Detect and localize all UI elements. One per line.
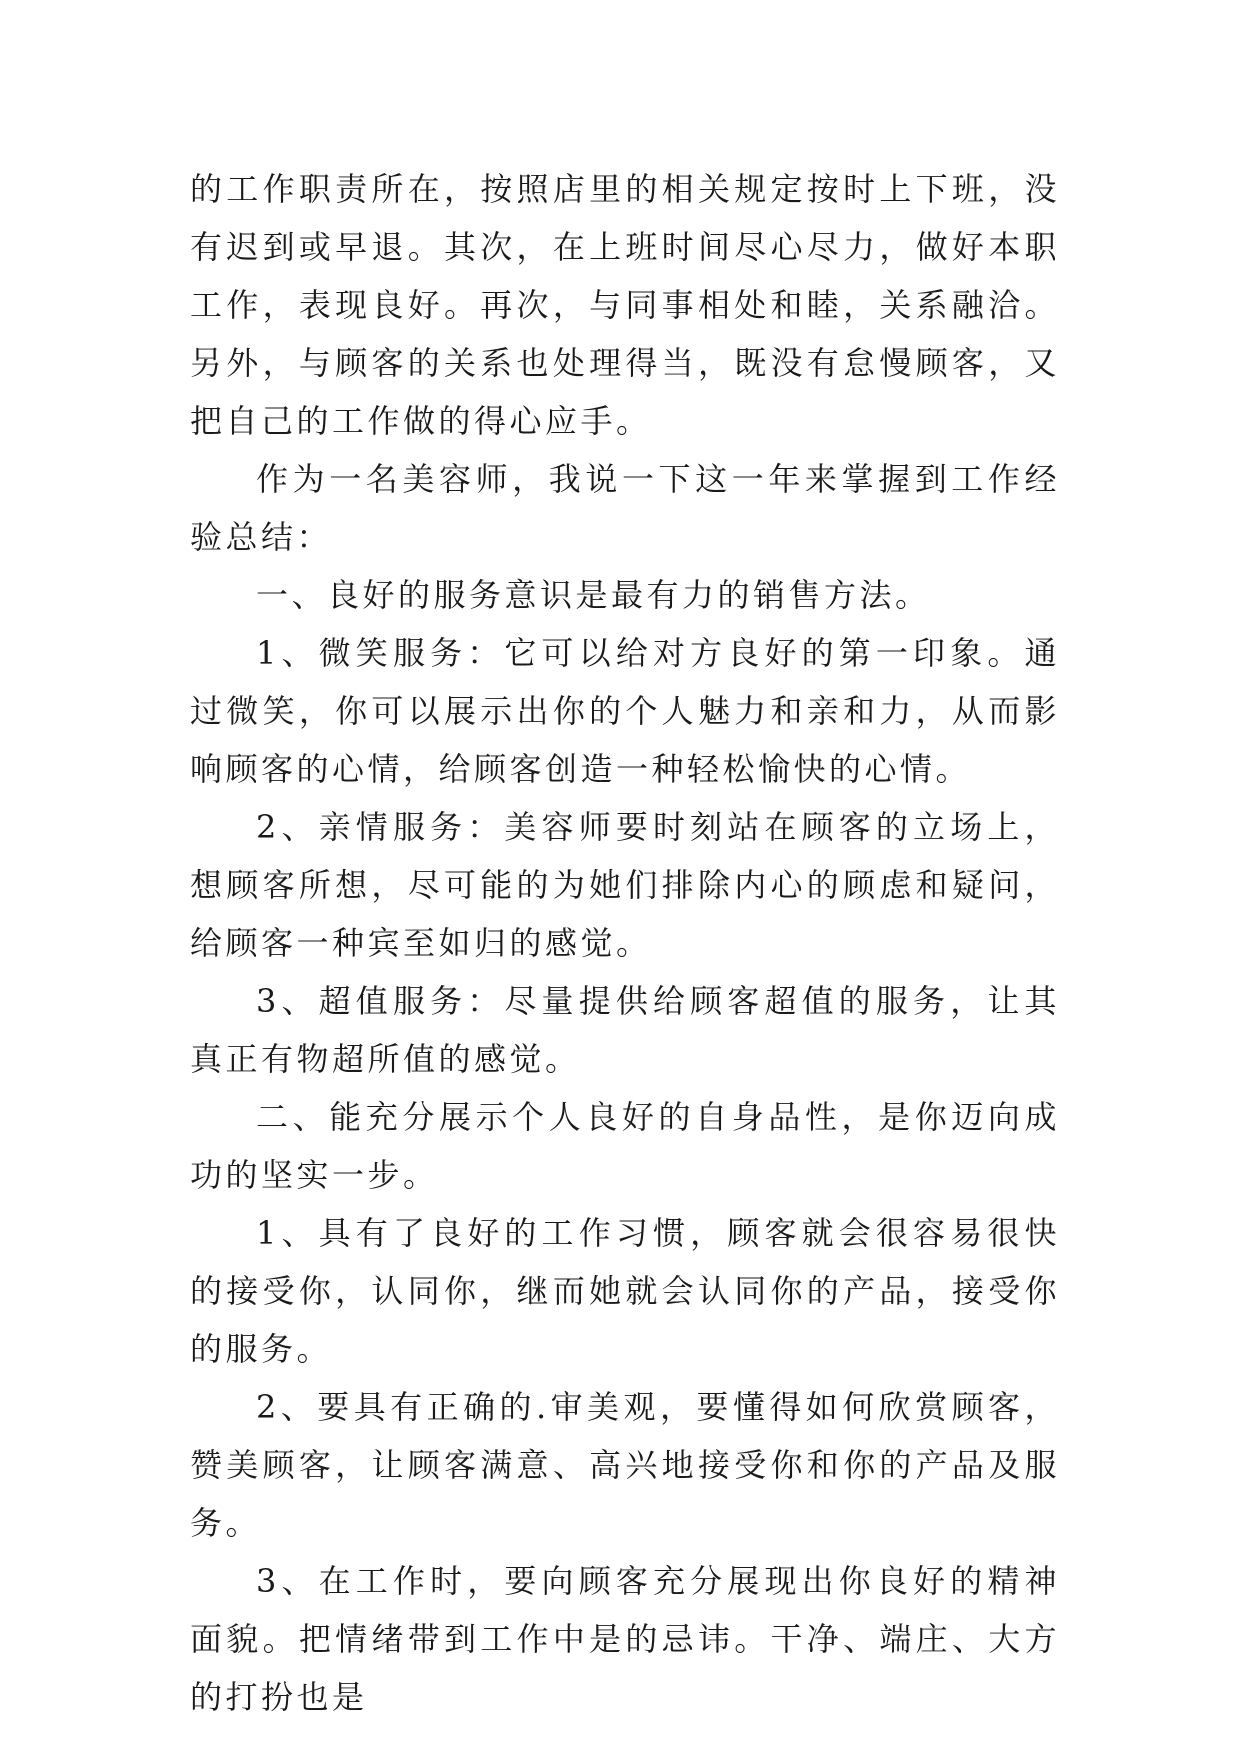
- paragraph-4: 1、微笑服务：它可以给对方良好的第一印象。通过微笑，你可以展示出你的个人魅力和亲和力，从而影响顾客的心情，给顾客创造一种轻松愉快的心情。: [190, 634, 1060, 788]
- paragraph-2: 作为一名美容师，我说一下这一年来掌握到工作经验总结：: [190, 460, 1060, 556]
- paragraph-9: 2、要具有正确的.审美观，要懂得如何欣赏顾客，赞美顾客，让顾客满意、高兴地接受你和你的产品及服务。: [190, 1388, 1060, 1542]
- paragraph-8: 1、具有了良好的工作习惯，顾客就会很容易很快的接受你，认同你，继而她就会认同你的产品，接受你的服务。: [190, 1214, 1060, 1368]
- paragraph-5: 2、亲情服务：美容师要时刻站在顾客的立场上，想顾客所想，尽可能的为她们排除内心的顾虑和疑问，给顾客一种宾至如归的感觉。: [190, 808, 1060, 962]
- document-body: [190, 160, 1060, 1726]
- paragraph-6: 3、超值服务：尽量提供给顾客超值的服务，让其真正有物超所值的感觉。: [190, 982, 1060, 1078]
- paragraph-3: 一、良好的服务意识是最有力的销售方法。: [256, 576, 931, 614]
- paragraph-1: 的工作职责所在，按照店里的相关规定按时上下班，没有迟到或早退。其次，在上班时间尽心尽力，做好本职工作，表现良好。再次，与同事相处和睦，关系融洽。另外，与顾客的关系也处理得当，既没有怠慢顾客，又把自己的工作做的得心应手。: [190, 170, 1060, 440]
- paragraph-10: 3、在工作时，要向顾客充分展现出你良好的精神面貌。把情绪带到工作中是的忌讳。干净、端庄、大方的打扮也是: [190, 1562, 1060, 1716]
- paragraph-7: 二、能充分展示个人良好的自身品性，是你迈向成功的坚实一步。: [190, 1098, 1060, 1194]
